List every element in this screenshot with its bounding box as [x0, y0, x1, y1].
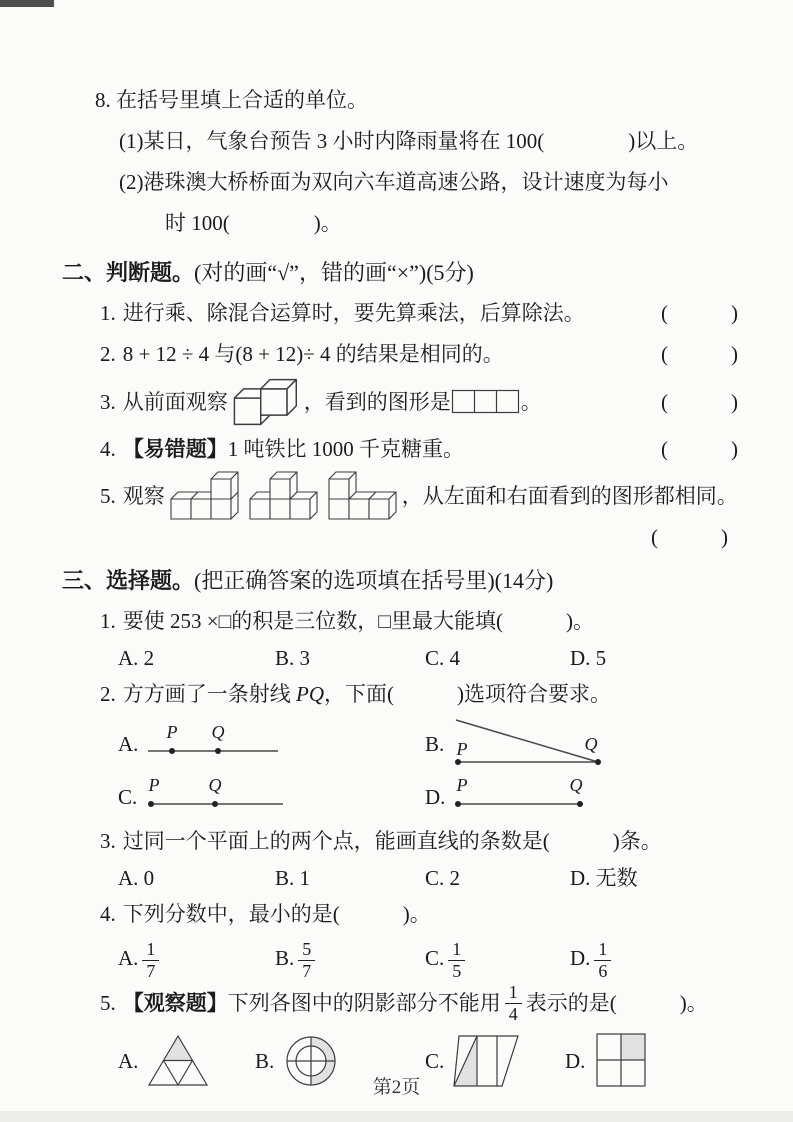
item-number: 3. — [100, 829, 116, 853]
choice-question-1 — [62, 601, 738, 642]
numerator: 1 — [448, 940, 465, 961]
scan-artifact-bottom — [0, 1111, 793, 1122]
option-c: C. 2 — [425, 866, 461, 890]
sub-question-text: 时 100( )。 — [165, 211, 342, 235]
item-text: 1 吨铁比 1000 千克糖重。 — [227, 437, 464, 461]
judgment-item-1 — [62, 293, 738, 334]
cube-stack-left-figure — [328, 471, 397, 521]
ray-figure-c — [145, 776, 290, 818]
item-number: 2. — [100, 682, 116, 706]
error-prone-tag: 【易错题】 — [122, 437, 228, 461]
item-text: 8 + 12 ÷ 4 与(8 + 12)÷ 4 的结果是相同的。 — [122, 342, 504, 366]
option-c-fraction — [425, 935, 570, 981]
item-text: 下列分数中，最小的是( )。 — [122, 902, 431, 926]
choice-q2-figures-row2 — [62, 773, 738, 821]
choice-section-header — [62, 560, 738, 601]
item-number: 4. — [100, 902, 116, 926]
sub-question-text: (2)港珠澳大桥桥面为双向六车道高速公路，设计速度为每小 — [119, 170, 669, 194]
section-subtitle: (对的画“√”，错的画“×”)(5分) — [194, 260, 474, 285]
item-number: 5. — [100, 484, 116, 508]
svg-text:P: P — [148, 776, 160, 795]
choice-question-2 — [62, 674, 738, 715]
observe-tag: 【观察题】 — [122, 991, 228, 1015]
option-label: A. — [118, 731, 139, 756]
option-label: B. — [425, 731, 445, 756]
choice-q1-options — [62, 642, 738, 674]
question-8-sub2-line2 — [62, 203, 738, 244]
item-text: 进行乘、除混合运算时，要先算乘法，后算除法。 — [122, 301, 585, 325]
option-label: D. — [565, 1048, 586, 1073]
option-label: C. — [425, 1048, 445, 1073]
svg-text:Q: Q — [208, 776, 222, 795]
denominator: 6 — [598, 960, 608, 981]
answer-bracket: ( ) — [661, 301, 738, 325]
option-d: D. 5 — [570, 646, 607, 670]
judgment-item-3 — [62, 375, 738, 429]
section-title: 二、判断题。 — [62, 260, 195, 285]
numerator: 1 — [142, 940, 159, 961]
page-number: 第2页 — [372, 1077, 421, 1098]
fraction — [505, 983, 522, 1024]
item-text: 观察 — [122, 484, 165, 508]
svg-text:Q: Q — [584, 734, 598, 754]
item-number: 1. — [100, 609, 116, 633]
judgment-section-header — [62, 252, 738, 293]
segment-option-d — [425, 773, 738, 821]
svg-text:Q: Q — [211, 723, 225, 742]
scan-artifact-top-left — [0, 0, 54, 7]
judgment-item-4 — [62, 429, 738, 470]
judgment-section — [62, 252, 738, 552]
item-number: 1. — [100, 301, 116, 325]
numerator: 1 — [505, 983, 522, 1004]
sub-question-text: (1)某日，气象台预告 3 小时内降雨量将在 100( )以上。 — [119, 129, 699, 153]
item-number: 5. — [100, 991, 116, 1015]
denominator: 5 — [452, 960, 462, 981]
ray-name: PQ — [296, 682, 324, 706]
denominator: 7 — [146, 960, 156, 981]
option-a: A. 2 — [118, 646, 155, 670]
svg-text:P: P — [166, 723, 178, 742]
item-text: 过同一个平面上的两个点，能画直线的条数是( )条。 — [122, 829, 662, 853]
item-text: 表示的是( )。 — [525, 991, 708, 1015]
answer-bracket: ( ) — [651, 525, 728, 549]
item-text: 从前面观察 — [122, 390, 228, 414]
choice-section — [62, 560, 738, 1091]
option-b: B. 1 — [275, 866, 311, 890]
answer-bracket: ( ) — [661, 390, 738, 414]
option-a-fraction — [118, 935, 275, 981]
item-text: ，下面( )选项符合要求。 — [324, 682, 611, 706]
section-title: 三、选择题。 — [62, 568, 195, 593]
item-number: 2. — [100, 342, 116, 366]
option-b: B. 3 — [275, 646, 311, 670]
section-subtitle: (把正确答案的选项填在括号里)(14分) — [194, 568, 554, 593]
judgment-item-5 — [62, 470, 738, 522]
option-c: C. 4 — [425, 646, 461, 670]
option-label: B. — [275, 946, 295, 970]
choice-q4-options — [62, 935, 738, 981]
question-8 — [62, 80, 738, 244]
choice-question-3 — [62, 821, 738, 862]
option-b-fraction — [275, 935, 425, 981]
svg-text:P: P — [456, 739, 468, 759]
item-number: 3. — [100, 390, 116, 414]
ray-option-a — [118, 717, 425, 771]
item-text: ，从左面和右面看到的图形都相同。 — [401, 484, 738, 508]
item-text: ，看到的图形是 — [303, 390, 451, 414]
segment-figure-d — [453, 776, 588, 818]
item-text: 下列各图中的阴影部分不能用 — [227, 991, 501, 1015]
fraction — [594, 940, 611, 981]
item-text: 方方画了一条射线 — [122, 682, 296, 706]
judgment-item-2 — [62, 334, 738, 375]
item-text: 要使 253 ×□的积是三位数，□里最大能填( )。 — [122, 609, 594, 633]
option-label: C. — [425, 946, 445, 970]
ray-option-c — [118, 773, 425, 821]
question-text: 在括号里填上合适的单位。 — [116, 88, 368, 112]
question-number: 8. — [95, 88, 111, 112]
choice-question-4 — [62, 894, 738, 935]
ray-figure-b — [452, 716, 607, 772]
three-squares-row-figure — [451, 389, 521, 415]
question-8-sub1 — [62, 121, 738, 162]
fraction — [298, 940, 315, 981]
option-label: D. — [425, 784, 446, 809]
answer-bracket: ( ) — [661, 437, 738, 461]
choice-q3-options — [62, 862, 738, 894]
numerator: 1 — [594, 940, 611, 961]
option-label: A. — [118, 946, 139, 970]
option-d: D. 无数 — [570, 866, 638, 890]
denominator: 7 — [302, 960, 312, 981]
page-content — [62, 80, 738, 1091]
answer-bracket: ( ) — [661, 342, 738, 366]
option-label: A. — [118, 1048, 139, 1073]
option-a: A. 0 — [118, 866, 155, 890]
question-8-stem — [62, 80, 738, 121]
denominator: 4 — [508, 1003, 518, 1024]
option-label: B. — [255, 1048, 275, 1073]
cube-stack-middle-figure — [249, 471, 318, 521]
item-text: 。 — [520, 390, 542, 414]
line-figure-a — [146, 723, 286, 765]
svg-text:P: P — [456, 776, 468, 795]
choice-question-5 — [62, 981, 738, 1025]
option-label: C. — [118, 784, 138, 809]
fraction — [142, 940, 159, 981]
fraction — [448, 940, 465, 981]
two-cubes-figure — [233, 377, 299, 427]
option-label: D. — [570, 946, 591, 970]
ray-option-b — [425, 715, 738, 773]
question-8-sub2-line1 — [62, 162, 738, 203]
numerator: 5 — [298, 940, 315, 961]
choice-q2-figures-row1 — [62, 715, 738, 773]
item-number: 4. — [100, 437, 116, 461]
svg-text:Q: Q — [569, 776, 583, 795]
option-d-fraction — [570, 935, 738, 981]
cube-stack-right-figure — [170, 471, 239, 521]
